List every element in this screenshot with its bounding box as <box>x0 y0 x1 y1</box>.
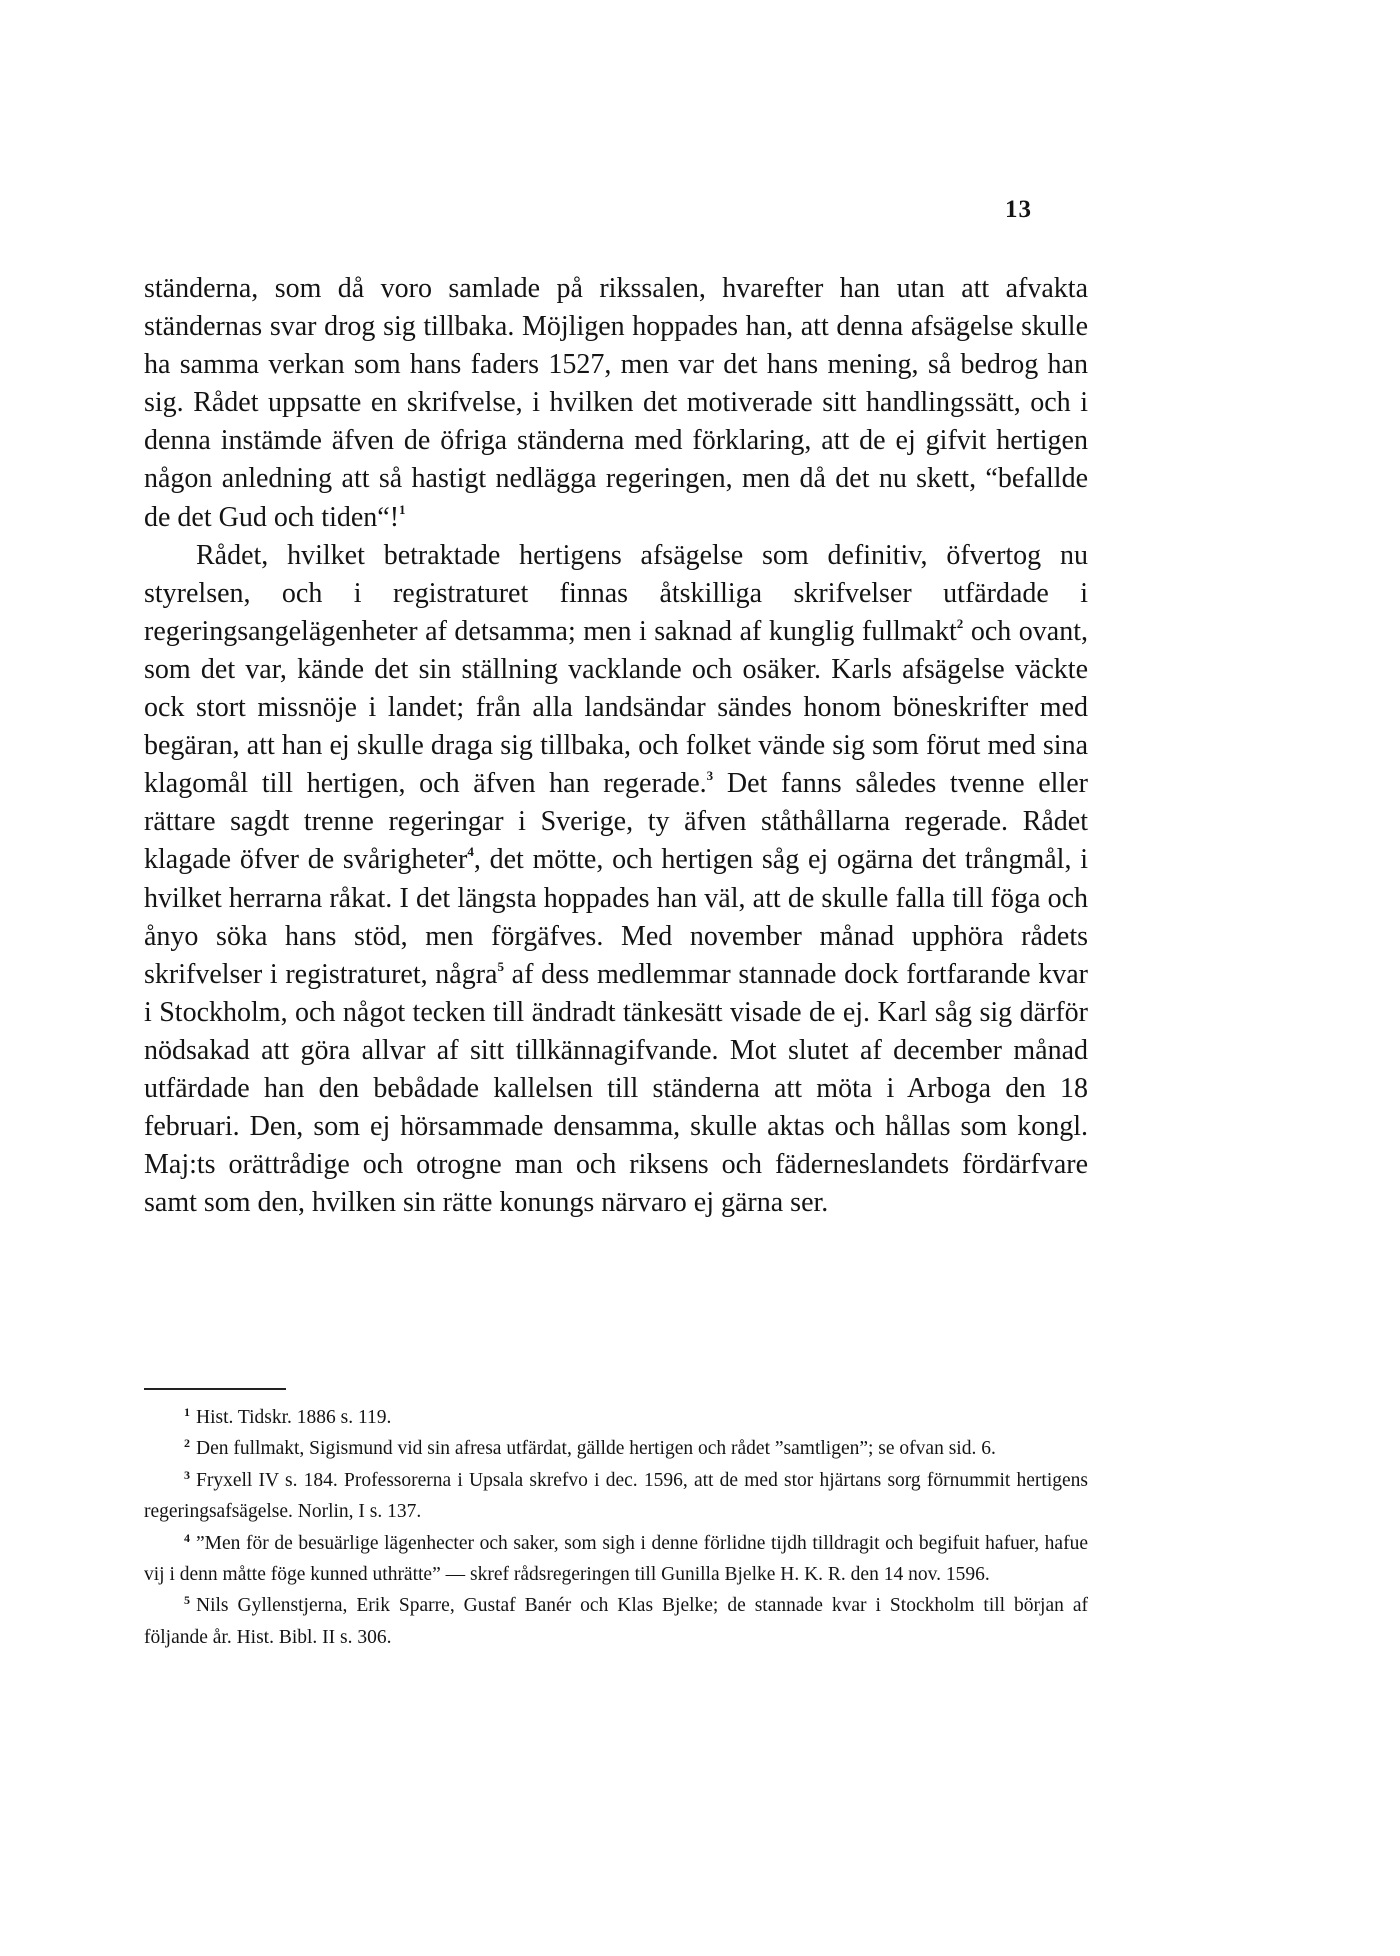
paragraph-1-text: ständerna, som då voro samlade på rikssalen, hvarefter han utan att afvakta ständernas svar drog sig tillbaka. Möjligen hoppades han, att denna afsägelse skulle ha samma verkan som hans faders 1527, men var det hans mening, så bedrog han sig. Rådet uppsatte en skrifvelse, i hvilken det motiverade sitt handlingssätt, och i denna instämde äfven de öfriga ständerna med förklaring, att de ej gifvit hertigen någon anledning att så hastigt nedlägga regeringen, men då det nu skett, “befallde de det Gud och tiden“! <box>144 273 1088 533</box>
footnote-2 <box>144 1433 1088 1464</box>
footnote-4 <box>144 1528 1088 1591</box>
paragraph-2 <box>144 537 1088 1223</box>
paragraph-2-text-e: af dess medlemmar stannade dock fortfarande kvar i Stockholm, och något tecken till ändradt tänkesätt visade de ej. Karl såg sig därför nödsakad att göra allvar af sitt tillkännagifvande. Mot slutet af december månad utfärdade han den bebådade kallelsen till ständerna att möta i Arboga den 18 februari. Den, som ej hörsammade densamma, skulle aktas och hållas som kongl. Maj:ts orättrådige och otrogne man och riksens och fäderneslandets fördärfvare samt som den, hvilken sin rätte konungs närvaro ej gärna ser. <box>144 958 1088 1219</box>
footnote-mark: 2 <box>184 1436 190 1451</box>
footnote-mark: 3 <box>184 1467 190 1482</box>
footnote-text: Den fullmakt, Sigismund vid sin afresa utfärdat, gällde hertigen och rådet ”samtligen”; se ofvan sid. 6. <box>196 1438 996 1460</box>
paragraph-1 <box>144 270 1088 537</box>
footnote-mark: 1 <box>184 1405 190 1419</box>
footnote-text: ”Men för de besuärlige lägenhecter och saker, som sigh i denne förlidne tijdh tilldragit och begifuit hafuer, hafue vij i denn måtte föge kunned uthrätte” — skref rådsregeringen till Gunilla Bjelke H. K. R. den 14 nov. 1596. <box>144 1532 1088 1586</box>
footnote-ref-3: 3 <box>706 768 714 784</box>
paragraph-2-text-a: Rådet, hvilket betraktade hertigens afsägelse som definitiv, öfvertog nu styrelsen, och i registraturet finnas åtskilliga skrifvelser utfärdade i regeringsangelägenheter af detsamma; men i saknad af kunglig fullmakt <box>144 539 1088 647</box>
paragraph-2-text-c: Det fanns således tvenne eller rättare sagdt trenne regeringar i Sverige, ty äfven ståthållarna regerade. Rådet klagade öfver de svårigheter <box>144 768 1088 876</box>
body-text <box>144 270 1088 1222</box>
footnote-ref-1: 1 <box>399 501 406 517</box>
footnote-ref-4: 4 <box>467 844 474 860</box>
footnote-ref-2: 2 <box>956 615 964 631</box>
footnote-text: Fryxell IV s. 184. Professorerna i Upsala skrefvo i dec. 1596, att de med stor hjärtans sorg förnummit hertigens regeringsafsägelse. Norlin, I s. 137. <box>144 1469 1088 1523</box>
paragraph-2-text-d: , det mötte, och hertigen såg ej ogärna det trångmål, i hvilket herrarna råkat. I det längsta hoppades han väl, att de skulle falla till föga och ånyo söka hans stöd, men förgäfves. Med november månad upphöra rådets skrifvelser i registraturet, några <box>144 844 1089 990</box>
paragraph-2-text-b: och ovant, som det var, kände det sin ställning vacklande och osäker. Karls afsägelse väckte ock stort missnöje i landet; från alla landsändar sändes honom böneskrifter med begäran, att han ej skulle draga sig tillbaka, och folket vände sig som förut med sina klagomål till hertigen, och äfven han regerade. <box>144 615 1088 800</box>
footnotes <box>144 1402 1088 1653</box>
footnote-3 <box>144 1465 1088 1528</box>
footnote-mark: 5 <box>184 1593 190 1608</box>
footnote-ref-5: 5 <box>497 958 504 974</box>
footnote-text: Nils Gyllenstjerna, Erik Sparre, Gustaf Banér och Klas Bjelke; de stannade kvar i Stockholm till början af följande år. Hist. Bibl. II s. 306. <box>144 1595 1088 1648</box>
footnote-divider <box>144 1388 286 1390</box>
footnote-1 <box>144 1402 1088 1433</box>
page-number: 13 <box>1005 196 1032 223</box>
footnote-text: Hist. Tidskr. 1886 s. 119. <box>196 1407 392 1428</box>
footnote-mark: 4 <box>184 1530 190 1545</box>
footnote-5 <box>144 1590 1088 1653</box>
